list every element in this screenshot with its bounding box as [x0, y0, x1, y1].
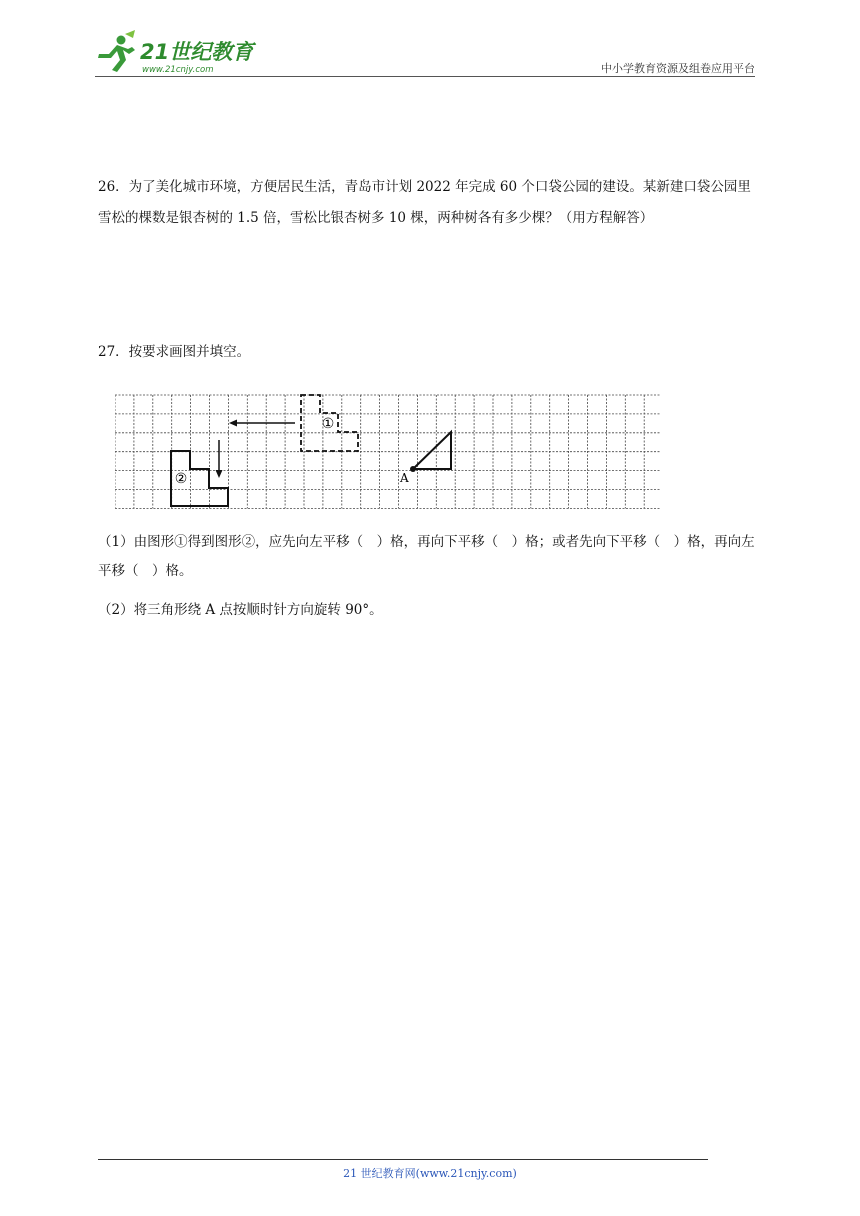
point-a [410, 466, 416, 472]
point-a-label: A [400, 471, 409, 485]
question-27-title: 27．按要求画图并填空。 [98, 344, 251, 360]
footer-text: 21 世纪教育网(www.21cnjy.com) [343, 1167, 517, 1180]
question-27-part-1: （1）由图形①得到图形②，应先向左平移（ ）格，再向下平移（ ）格；或者先向下平移（ ）格，再向左平移（ ）格。 [98, 534, 755, 579]
arrow-down-icon [216, 440, 223, 478]
runner-icon [98, 30, 135, 72]
header-divider [95, 76, 755, 77]
grid-figure [115, 393, 660, 511]
page-header [95, 30, 755, 78]
dotted-grid [115, 395, 660, 508]
question-26: 26．为了美化城市环境，方便居民生活，青岛市计划 2022 年完成 60 个口袋公园的建设。某新建口袋公园里雪松的棵数是银杏树的 1.5 倍，雪松比银杏树多 10 棵，两种树各有多少棵？（用方程解答） [98, 179, 751, 226]
logo-url: www.21cnjy.com [142, 65, 214, 75]
triangle [413, 432, 451, 469]
footer-divider [98, 1159, 708, 1160]
logo [95, 30, 265, 76]
shape-1-label: ① [321, 416, 335, 432]
header-site-name: 中小学教育资源及组卷应用平台 [601, 62, 755, 75]
logo-title: 21世纪教育 [140, 40, 254, 64]
question-27-part-2: （2）将三角形绕 A 点按顺时针方向旋转 90°。 [98, 602, 383, 618]
shape-2-label: ② [174, 471, 188, 487]
